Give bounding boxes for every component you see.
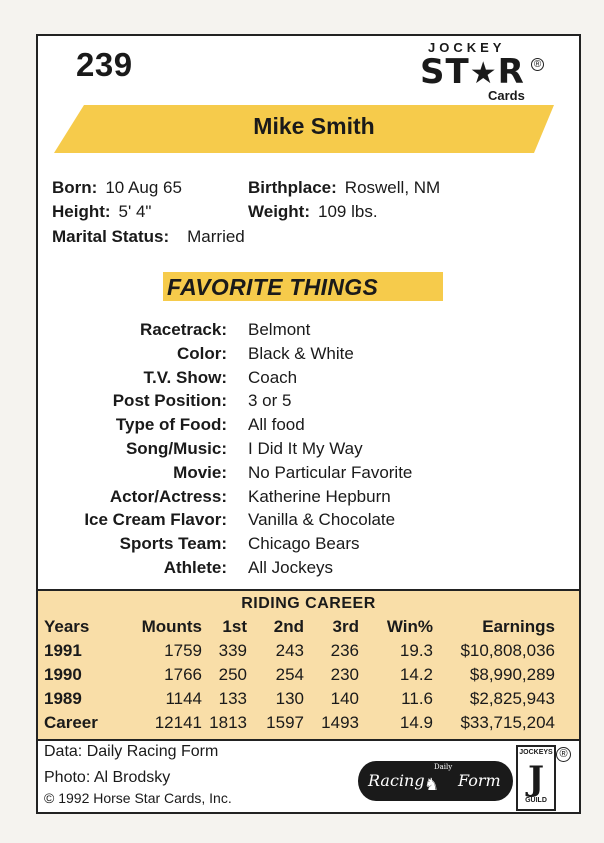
favorite-value: Chicago Bears	[248, 534, 360, 554]
table-cell: $10,808,036	[460, 641, 555, 660]
career-header: Years	[44, 617, 90, 636]
favorite-value: Vanilla & Chocolate	[248, 510, 396, 530]
daily-racing-form-logo	[358, 761, 513, 801]
table-cell: 1991	[44, 641, 82, 660]
favorite-row	[38, 320, 579, 344]
favorite-label: Sports Team:	[119, 534, 227, 554]
weight-value: 109 lbs.	[318, 202, 378, 221]
table-cell: 254	[275, 665, 304, 684]
table-row	[44, 639, 555, 663]
logo-main-left: ST	[420, 52, 470, 92]
favorite-label: Post Position:	[112, 391, 227, 411]
favorite-label: Movie:	[173, 462, 227, 482]
favorite-row	[38, 344, 579, 368]
favorite-row	[38, 558, 579, 582]
favorite-row	[38, 463, 579, 487]
marital-label: Marital Status:	[52, 227, 170, 246]
table-cell: 133	[218, 689, 247, 708]
birthplace-label: Birthplace:	[248, 178, 337, 197]
height-value: 5' 4"	[118, 202, 152, 221]
favorite-value: Black & White	[248, 343, 354, 363]
table-row	[44, 687, 555, 711]
career-header: Mounts	[141, 617, 202, 636]
weight-label: Weight:	[248, 202, 311, 221]
table-cell: 12141	[154, 713, 202, 732]
registered-mark: ®	[531, 58, 544, 71]
favorite-label: Color:	[176, 343, 227, 363]
career-header: 2nd	[273, 617, 304, 636]
favorite-label: Song/Music:	[125, 438, 227, 458]
guild-logo-top-text: JOCKEYS	[519, 749, 553, 756]
weight-row	[248, 202, 378, 222]
favorite-value: No Particular Favorite	[248, 462, 413, 482]
riding-career-title: RIDING CAREER	[241, 595, 376, 612]
riding-career-section	[38, 589, 579, 741]
logo-main-right: R	[497, 52, 525, 92]
birthplace-row	[248, 178, 440, 198]
table-cell: 230	[330, 665, 359, 684]
table-cell: 14.2	[399, 665, 433, 684]
logo-main-text	[420, 52, 525, 92]
player-name: Mike Smith	[253, 113, 375, 139]
table-cell: 236	[330, 641, 359, 660]
career-header: Earnings	[482, 617, 555, 636]
career-header-row	[44, 615, 555, 639]
table-cell: 1766	[164, 665, 202, 684]
table-cell: $2,825,943	[469, 689, 555, 708]
guild-logo-letter: J	[527, 759, 545, 799]
drf-logo-daily-text: Daily	[434, 763, 453, 771]
favorite-row	[38, 534, 579, 558]
table-cell: 140	[330, 689, 359, 708]
table-cell: 250	[218, 665, 247, 684]
career-header: 1st	[222, 617, 247, 636]
favorite-row	[38, 439, 579, 463]
table-cell: 1990	[44, 665, 82, 684]
born-value: 10 Aug 65	[105, 178, 182, 197]
marital-value: Married	[187, 227, 245, 246]
marital-row	[52, 227, 245, 247]
favorite-label: Ice Cream Flavor:	[84, 510, 227, 530]
guild-logo-bottom-text: GUILD	[525, 797, 547, 804]
favorite-value: 3 or 5	[248, 391, 292, 411]
guild-registered-mark: ®	[556, 747, 571, 762]
favorite-label: Athlete:	[163, 557, 227, 577]
favorite-label: Racetrack:	[140, 320, 227, 339]
favorite-value: I Did It My Way	[248, 438, 363, 458]
jockeys-guild-logo	[516, 745, 556, 811]
star-icon: ★	[469, 56, 498, 91]
table-cell: 14.9	[399, 713, 433, 732]
table-cell: 11.6	[401, 689, 433, 708]
copyright: © 1992 Horse Star Cards, Inc.	[44, 790, 232, 806]
favorite-row	[38, 415, 579, 439]
logo-top-text: JOCKEY	[428, 40, 506, 55]
born-row	[52, 178, 182, 198]
jockey-star-logo	[418, 38, 578, 108]
card-number: 239	[76, 46, 133, 83]
table-cell: Career	[44, 713, 98, 732]
favorite-label: T.V. Show:	[143, 367, 227, 387]
table-cell: 1144	[165, 689, 202, 708]
height-label: Height:	[52, 202, 111, 221]
favorite-label: Actor/Actress:	[109, 486, 227, 506]
table-cell: 1493	[321, 713, 359, 732]
favorite-value: Katherine Hepburn	[248, 486, 391, 506]
table-cell: 1759	[164, 641, 202, 660]
born-label: Born:	[52, 178, 98, 197]
favorites-title: FAVORITE THINGS	[167, 274, 379, 300]
favorite-row	[38, 510, 579, 534]
table-cell: 243	[275, 641, 304, 660]
birthplace-value: Roswell, NM	[344, 178, 441, 197]
career-header: Win%	[386, 617, 433, 636]
height-row	[52, 202, 151, 222]
favorite-value: All Jockeys	[248, 557, 334, 577]
table-row	[44, 663, 555, 687]
table-cell: $33,715,204	[460, 713, 555, 732]
career-header: 3rd	[332, 617, 359, 636]
drf-logo-right-text: Form	[458, 771, 501, 790]
table-cell: 1813	[209, 713, 247, 732]
favorites-list	[38, 320, 579, 582]
table-cell: $8,990,289	[469, 665, 555, 684]
favorite-row	[38, 368, 579, 392]
career-table	[44, 615, 555, 735]
favorite-row	[38, 487, 579, 511]
favorite-row	[38, 391, 579, 415]
horse-icon: ♞	[424, 775, 440, 795]
favorite-value: All food	[248, 415, 305, 435]
drf-logo-left-text: Racing	[368, 771, 425, 790]
table-cell: 130	[275, 689, 304, 708]
favorite-value: Coach	[248, 367, 298, 387]
name-banner	[54, 105, 538, 151]
table-cell: 1989	[44, 689, 82, 708]
table-cell: 19.3	[399, 641, 433, 660]
logo-sub-text: Cards	[488, 88, 525, 103]
table-cell: 1597	[266, 713, 304, 732]
card-frame	[36, 34, 581, 814]
photo-credit: Photo: Al Brodsky	[44, 769, 171, 786]
table-row	[44, 711, 555, 735]
data-credit: Data: Daily Racing Form	[44, 743, 219, 760]
favorite-label: Type of Food:	[115, 415, 227, 435]
card-footer	[38, 741, 579, 811]
favorite-value: Belmont	[248, 320, 311, 339]
table-cell: 339	[218, 641, 247, 660]
